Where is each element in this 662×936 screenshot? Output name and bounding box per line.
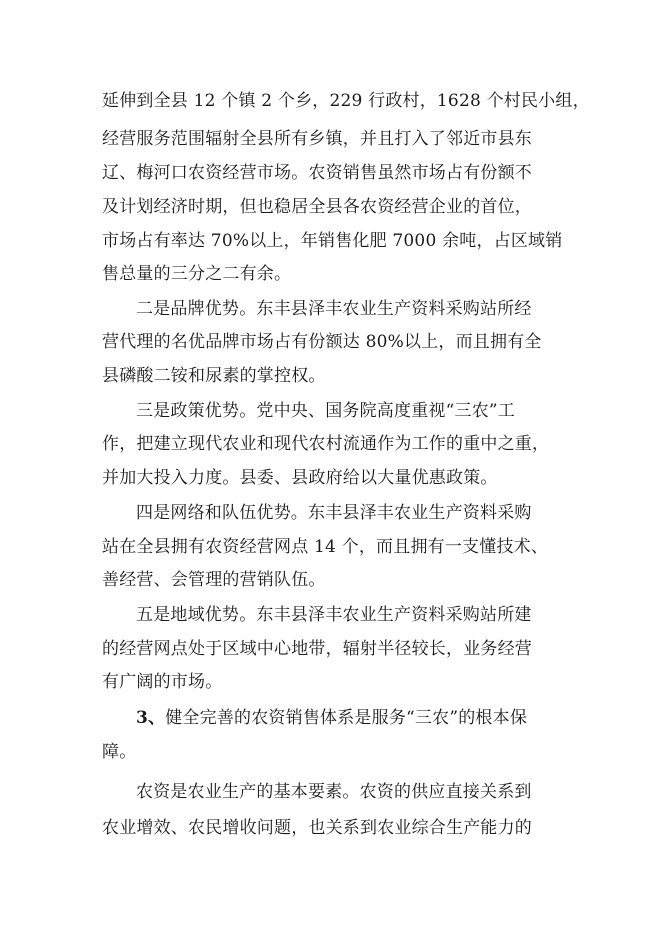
section-heading <box>136 708 527 728</box>
paragraph-line: 农资是农业生产的基本要素。农资的供应直接关系到 <box>136 782 532 802</box>
paragraph-line: 及计划经济时期，但也稳居全县各农资经营企业的首位， <box>102 197 532 217</box>
paragraph-line: 市场占有率达 70%以上，年销售化肥 7000 余吨，占区域销 <box>102 231 563 251</box>
paragraph-line: 三是政策优势。党中央、国务院高度重视“三农”工 <box>136 401 515 421</box>
paragraph-line: 售总量的三分之二有余。 <box>102 264 292 284</box>
paragraph-line: 四是网络和队伍优势。东丰县泽丰农业生产资料采购 <box>136 503 532 523</box>
paragraph-line: 五是地域优势。东丰县泽丰农业生产资料采购站所建 <box>136 605 532 625</box>
paragraph-line: 农业增效、农民增收问题，也关系到农业综合生产能力的 <box>102 818 532 838</box>
paragraph-line: 县磷酸二铵和尿素的掌控权。 <box>102 366 326 386</box>
paragraph-line: 站在全县拥有农资经营网点 14 个，而且拥有一支懂技术、 <box>102 537 549 557</box>
paragraph-line: 有广阔的市场。 <box>102 672 223 692</box>
paragraph-line: 障。 <box>102 742 137 762</box>
paragraph-line: 作，把建立现代农业和现代农村流通作为工作的重中之重， <box>102 434 550 454</box>
paragraph-line: 的经营网点处于区域中心地带，辐射半径较长，业务经营 <box>102 639 532 659</box>
paragraph-line: 善经营、会管理的营销队伍。 <box>102 570 326 590</box>
paragraph-line: 延伸到全县 12 个镇 2 个乡，229 行政村，1628 个村民小组， <box>102 91 590 111</box>
paragraph-line: 辽、梅河口农资经营市场。农资销售虽然市场占有份额不 <box>102 163 532 183</box>
paragraph-line: 并加大投入力度。县委、县政府给以大量优惠政策。 <box>102 468 498 488</box>
paragraph-line: 二是品牌优势。东丰县泽丰农业生产资料采购站所经 <box>136 299 532 319</box>
paragraph-line: 经营服务范围辐射全县所有乡镇，并且打入了邻近市县东 <box>102 129 532 149</box>
paragraph-line: 营代理的名优品牌市场占有份额达 80%以上，而且拥有全 <box>102 332 542 352</box>
section-number: 3、 <box>136 708 166 728</box>
section-heading-text: 健全完善的农资销售体系是服务“三农”的根本保 <box>165 708 528 728</box>
